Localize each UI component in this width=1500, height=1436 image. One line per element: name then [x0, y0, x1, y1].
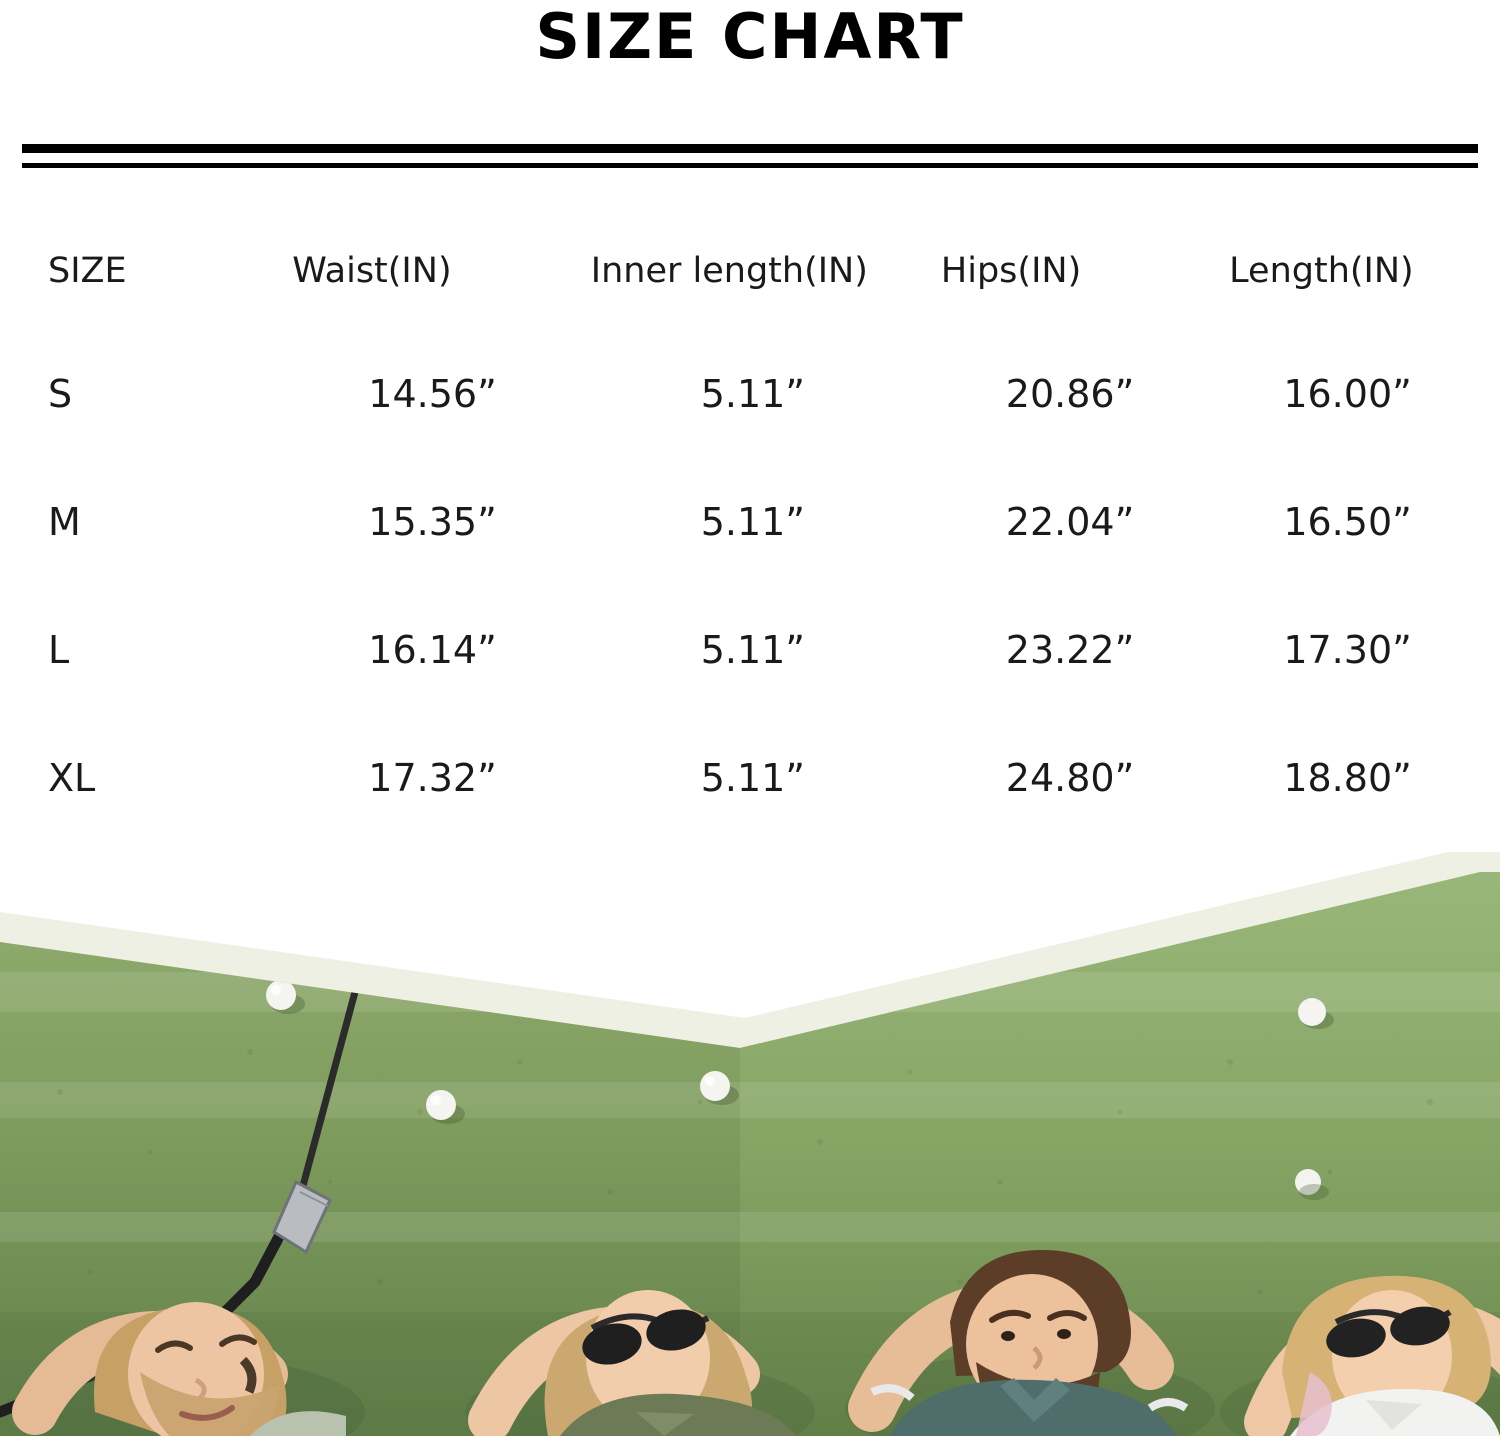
photo-illustration: [0, 852, 1500, 1436]
cell-waist: 14.56”: [368, 372, 497, 416]
lifestyle-photo: [0, 852, 1500, 1436]
cell-hips: 20.86”: [1005, 372, 1135, 416]
cell-length: 16.50”: [1283, 500, 1412, 544]
size-table-container: [22, 212, 1478, 842]
cell-hips: 22.04”: [1005, 500, 1135, 544]
page-title: SIZE CHART: [535, 0, 965, 73]
column-header-waist: Waist(IN): [292, 251, 452, 291]
table-body: [22, 330, 1478, 842]
cell-inner-length: 5.11”: [700, 628, 805, 672]
cell-waist: 17.32”: [368, 756, 497, 800]
cell-length: 17.30”: [1283, 628, 1412, 672]
column-header-size: SIZE: [48, 251, 127, 291]
table-header: [22, 212, 1478, 330]
table-row: [22, 330, 1478, 458]
cell-hips: 24.80”: [1005, 756, 1135, 800]
cell-size: XL: [48, 756, 96, 800]
cell-size: S: [48, 372, 73, 416]
cell-waist: 15.35”: [368, 500, 497, 544]
table-header-row: [22, 212, 1478, 330]
divider-gap: [22, 153, 1478, 163]
cell-size: L: [48, 628, 70, 672]
column-header-length: Length(IN): [1229, 251, 1414, 291]
table-row: [22, 714, 1478, 842]
table-row: [22, 586, 1478, 714]
table-row: [22, 458, 1478, 586]
divider-thick-line: [22, 144, 1478, 153]
cell-hips: 23.22”: [1005, 628, 1135, 672]
cell-length: 18.80”: [1283, 756, 1412, 800]
cell-waist: 16.14”: [368, 628, 497, 672]
cell-size: M: [48, 500, 81, 544]
cell-inner-length: 5.11”: [700, 756, 805, 800]
divider-thin-line: [22, 163, 1478, 168]
column-header-inner-length: Inner length(IN): [590, 251, 868, 291]
column-header-hips: Hips(IN): [940, 251, 1082, 291]
size-table: [22, 212, 1478, 842]
cell-inner-length: 5.11”: [700, 500, 805, 544]
header-divider: [22, 144, 1478, 168]
cell-inner-length: 5.11”: [700, 372, 805, 416]
cell-length: 16.00”: [1283, 372, 1412, 416]
